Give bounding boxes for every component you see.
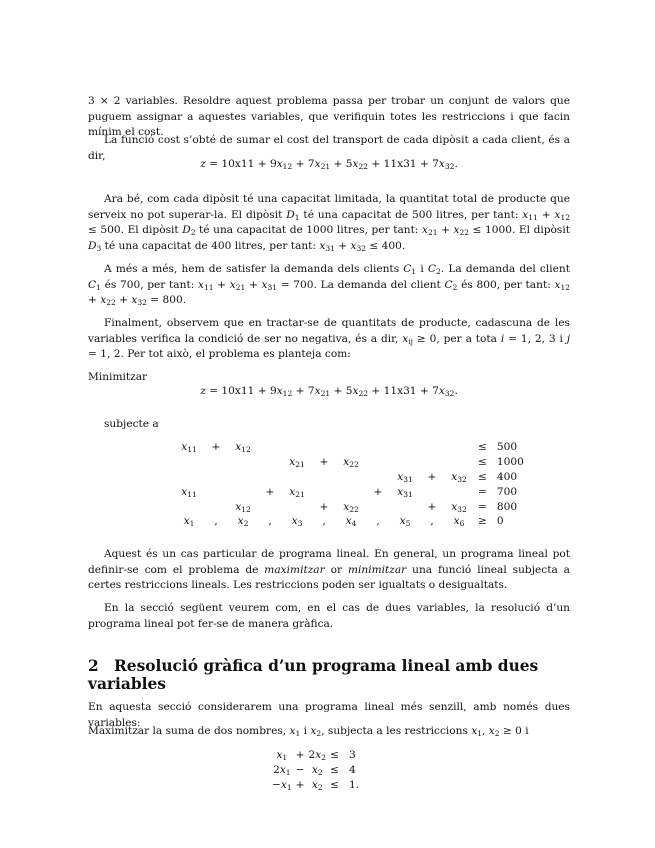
constraint-cell bbox=[280, 440, 314, 455]
constraint-cell: = bbox=[478, 485, 487, 498]
constraint-cell bbox=[334, 440, 368, 455]
constraint2-cell: + bbox=[295, 778, 305, 791]
constraint2-cell: ≤ bbox=[330, 764, 339, 777]
constraint2-cell: $x_2$ bbox=[311, 778, 323, 792]
constraint-cell: ≤ bbox=[478, 441, 487, 454]
constraint-cell: = bbox=[478, 500, 487, 513]
constraint-cell: 1000 bbox=[496, 456, 524, 469]
paragraph-1-text: 3 × 2 variables. Resoldre aquest problema passa per trobar un conjunt de valors que puguem assignar a aquestes variables, que verifiquin totes les restriccions i que facin mínim el cost. bbox=[88, 95, 570, 138]
constraint-cell bbox=[388, 440, 422, 455]
constraint-cell: + bbox=[319, 500, 329, 513]
section-title: Resolució gràfica d’un programa lineal amb dues variables bbox=[88, 657, 539, 693]
constraint-cell: $x_{11}$ bbox=[181, 441, 197, 455]
constraint-cell bbox=[226, 455, 260, 470]
constraint-cell bbox=[314, 440, 334, 455]
constraint2-cell: $x_2$ bbox=[311, 764, 323, 778]
constraint-cell bbox=[172, 470, 206, 485]
constraint2-row bbox=[270, 748, 361, 763]
constraint-cell bbox=[442, 455, 476, 470]
constraint-cell: $x_{12}$ bbox=[235, 500, 251, 514]
constraint2-cell: 3 bbox=[348, 749, 356, 762]
constraint-system bbox=[172, 440, 526, 529]
constraint-cell: $x_{21}$ bbox=[289, 456, 305, 470]
constraint-cell: + bbox=[211, 441, 221, 454]
paragraph-6-text: Aquest és un cas particular de programa lineal. En general, un programa lineal pot definir-se com el problema de maximitzar or minimitzar una funció lineal subjecta a certes restriccions lineals. Les restriccions poden ser igualtats o desigualtats. bbox=[88, 548, 570, 591]
constraint-cell bbox=[206, 470, 226, 485]
constraint-cell bbox=[260, 455, 280, 470]
constraint2-cell: 4 bbox=[348, 764, 356, 777]
constraint2-cell: $-x_1$ bbox=[272, 778, 292, 792]
paragraph-8-text: En aquesta secció considerarem una programa lineal més senzill, amb només dues variables: bbox=[88, 701, 570, 729]
constraint-cell bbox=[388, 455, 422, 470]
constraint-cell bbox=[172, 499, 206, 514]
constraint-cell bbox=[206, 484, 226, 499]
constraint2-row bbox=[270, 778, 361, 793]
constraint-cell bbox=[334, 484, 368, 499]
constraint-cell bbox=[314, 470, 334, 485]
constraint-cell: $x_2$ bbox=[237, 515, 249, 529]
constraint-cell: $x_{31}$ bbox=[397, 485, 413, 499]
constraint-system-2 bbox=[270, 748, 361, 792]
constraint-cell: $x_{12}$ bbox=[235, 441, 251, 455]
objective-equation: $z = 10x11 + 9x_{12} + 7x_{21} + 5x_{22} + 11x31 + 7x_{32}$. bbox=[200, 385, 458, 398]
constraint-cell: + bbox=[373, 485, 383, 498]
constraint-cell bbox=[226, 484, 260, 499]
constraint-cell: + bbox=[427, 470, 437, 483]
constraint2-cell: ≤ bbox=[330, 778, 339, 791]
constraint-cell bbox=[422, 455, 442, 470]
constraint-cell: 400 bbox=[496, 470, 518, 483]
constraint-cell bbox=[368, 499, 388, 514]
section-number: 2 bbox=[88, 657, 99, 675]
constraint-cell bbox=[442, 440, 476, 455]
paragraph-3-text: Ara bé, com cada dipòsit té una capacitat limitada, la quantitat total de producte que serveix no pot superar-la. El dipòsit $D_1$ té una capacitat de 500 litres, per tant: $x_{11} + x_{12} \le 500$. El dipòsit $D_2$ té una capacitat de 1000 litres, per tant: $x_{21} + x_{22} \le 1000$. El dipòsit $D_3$ té una capacitat de 400 litres, per tant: $x_{31} + x_{32} \le 400$. bbox=[88, 193, 570, 253]
constraint-cell: $x_{22}$ bbox=[343, 500, 359, 514]
paragraph-9 bbox=[88, 724, 570, 740]
constraint-row bbox=[172, 470, 526, 485]
constraint-cell: $x_6$ bbox=[453, 515, 465, 529]
constraint-cell: 500 bbox=[496, 441, 518, 454]
constraint-cell bbox=[388, 499, 422, 514]
paragraph-2-text: La funció cost s’obté de sumar el cost del transport de cada dipòsit a cada client, és a dir, bbox=[88, 134, 570, 162]
paragraph-7-text: En la secció següent veurem com, en el cas de dues variables, la resolució d’un programa lineal pot fer-se de manera gràfica. bbox=[88, 602, 570, 630]
constraint2-cell: − bbox=[295, 764, 305, 777]
constraint-cell bbox=[206, 499, 226, 514]
constraint-cell: ≤ bbox=[478, 470, 487, 483]
constraint-cell: , bbox=[214, 515, 218, 528]
constraint-cell: $x_1$ bbox=[183, 515, 195, 529]
paragraph-6 bbox=[88, 547, 570, 594]
constraint-cell: $x_{21}$ bbox=[289, 485, 305, 499]
constraint-cell: + bbox=[319, 456, 329, 469]
constraint-cell: , bbox=[430, 515, 434, 528]
constraint-cell bbox=[280, 499, 314, 514]
minimize-label: Minimitzar bbox=[88, 371, 148, 383]
constraint2-cell: $x_1$ bbox=[276, 749, 288, 763]
constraint-cell bbox=[260, 470, 280, 485]
paragraph-3 bbox=[88, 192, 570, 254]
constraint2-cell: $2x_1$ bbox=[273, 764, 291, 778]
constraint-cell bbox=[422, 440, 442, 455]
constraint-cell: $x_{31}$ bbox=[397, 470, 413, 484]
constraint-row bbox=[172, 484, 526, 499]
paragraph-5-text: Finalment, observem que en tractar-se de quantitats de producte, cadascuna de les variables verifica la condició de ser no negativa, és a dir, $x_{ij} \ge 0$, per a tota i = 1, 2, 3 i j = 1, 2. Per tot això, el problema es planteja com: bbox=[88, 317, 571, 360]
constraint-cell: $x_5$ bbox=[399, 515, 411, 529]
section-heading bbox=[88, 657, 570, 693]
constraint-cell bbox=[442, 484, 476, 499]
constraint-cell bbox=[368, 470, 388, 485]
constraint-cell bbox=[260, 440, 280, 455]
constraint-row bbox=[172, 455, 526, 470]
constraint-cell bbox=[314, 484, 334, 499]
constraint-cell bbox=[172, 455, 206, 470]
constraint2-cell: $2x_2$ bbox=[308, 749, 327, 763]
constraint2-cell: 1. bbox=[348, 778, 360, 791]
constraint-cell: $x_{22}$ bbox=[343, 456, 359, 470]
paragraph-9-text: Maximitzar la suma de dos nombres, $x_1$ i $x_2$, subjecta a les restriccions $x_1$, $x_2 \ge 0$ i bbox=[88, 725, 529, 738]
constraint-cell bbox=[226, 470, 260, 485]
paragraph-7 bbox=[88, 601, 570, 632]
constraint-cell: , bbox=[268, 515, 272, 528]
paragraph-4 bbox=[88, 262, 570, 309]
constraint-cell: + bbox=[427, 500, 437, 513]
subject-to-label: subjecte a bbox=[104, 418, 159, 430]
constraint-cell: 800 bbox=[496, 500, 518, 513]
constraint-cell: 0 bbox=[496, 515, 504, 528]
constraint-cell bbox=[368, 440, 388, 455]
constraint-cell: 700 bbox=[496, 485, 518, 498]
constraint-cell: $x_{32}$ bbox=[451, 500, 467, 514]
constraint-cell: $x_{32}$ bbox=[451, 470, 467, 484]
constraint-cell: ≥ bbox=[478, 515, 487, 528]
constraint-cell: $x_4$ bbox=[345, 515, 357, 529]
constraint-cell: + bbox=[265, 485, 275, 498]
constraint-cell: , bbox=[376, 515, 380, 528]
paragraph-5 bbox=[88, 316, 570, 363]
constraint-cell bbox=[334, 470, 368, 485]
paragraph-4-text: A més a més, hem de satisfer la demanda dels clients $C_1$ i $C_2$. La demanda del client $C_1$ és 700, per tant: $x_{11} + x_{21} + x_{31} = 700$. La demanda del client $C_2$ és 800, per tant: $x_{12} + x_{22} + x_{32} = 800$. bbox=[88, 263, 570, 307]
constraint-row bbox=[172, 514, 526, 529]
constraint-cell bbox=[260, 499, 280, 514]
constraint-row bbox=[172, 440, 526, 455]
constraint-cell: ≤ bbox=[478, 456, 487, 469]
constraint2-cell: + bbox=[295, 749, 305, 762]
constraint-cell: , bbox=[322, 515, 326, 528]
constraint2-cell: ≤ bbox=[330, 749, 339, 762]
constraint-cell bbox=[206, 455, 226, 470]
constraint-cell bbox=[280, 470, 314, 485]
constraint-cell bbox=[422, 484, 442, 499]
constraint-cell bbox=[368, 455, 388, 470]
cost-equation: $z = 10x11 + 9x_{12} + 7x_{21} + 5x_{22} + 11x31 + 7x_{32}$. bbox=[200, 158, 458, 171]
constraint-row bbox=[172, 499, 526, 514]
constraint2-row bbox=[270, 763, 361, 778]
constraint-cell: $x_3$ bbox=[291, 515, 303, 529]
constraint-cell: $x_{11}$ bbox=[181, 485, 197, 499]
